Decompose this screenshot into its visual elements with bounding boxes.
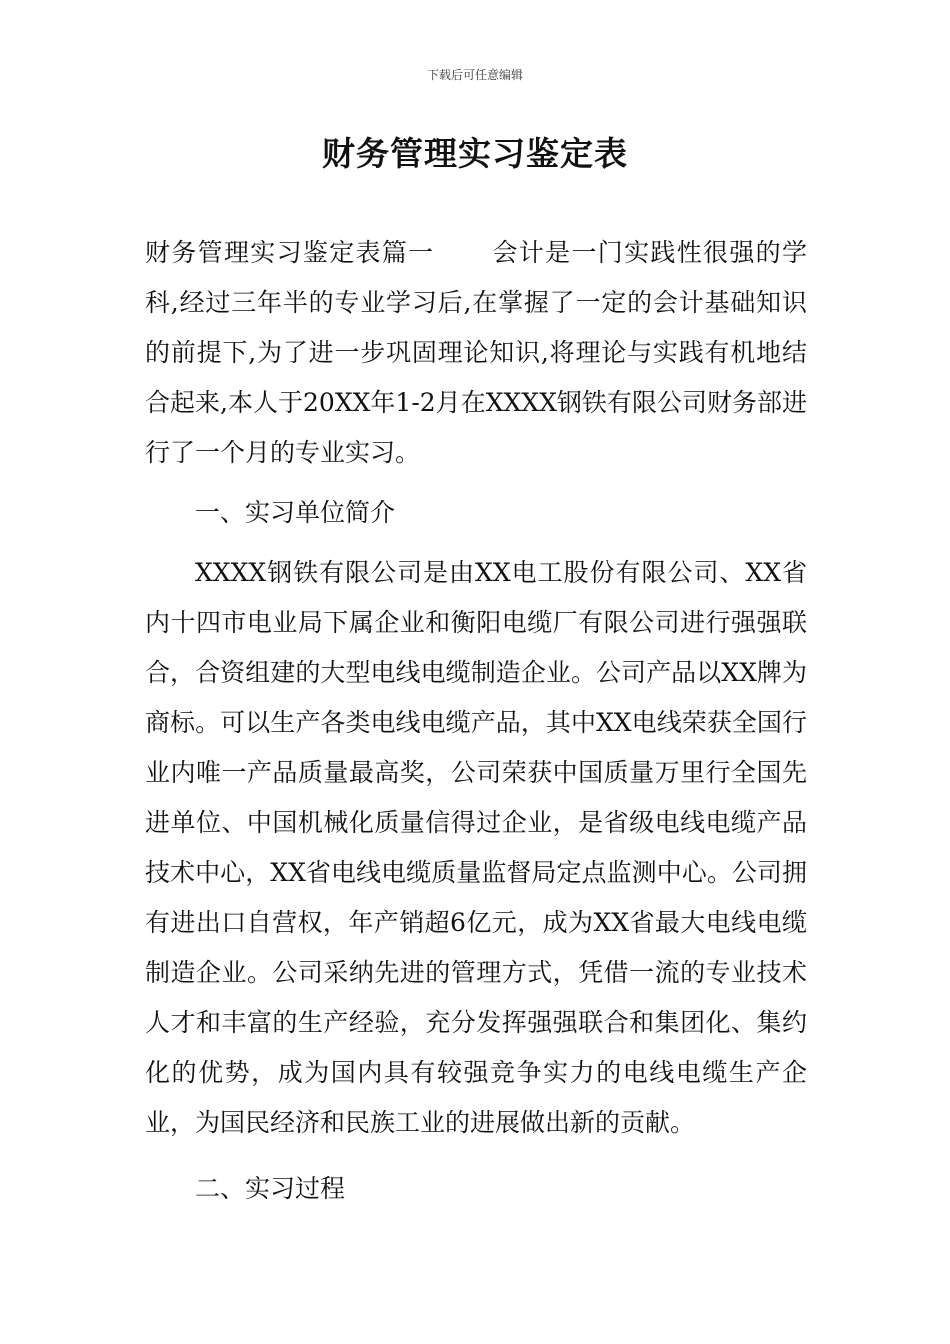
intro-paragraph: [145, 228, 807, 478]
section-2-heading: 二、实习过程: [195, 1174, 346, 1203]
document-title: 财务管理实习鉴定表: [322, 134, 628, 173]
header-note: 下载后可任意编辑: [426, 68, 523, 82]
section-1-body: XXXX钢铁有限公司是由XX电工股份有限公司、XX省内十四市电业局下属企业和衡阳电缆厂有限公司进行强强联合，合资组建的大型电线电缆制造企业。公司产品以XX牌为商标。可以生产各类电线电缆产品，其中XX电线荣获全国行业内唯一产品质量最高奖，公司荣获中国质量万里行全国先进单位、中国机械化质量信得过企业，是省级电线电缆产品技术中心，XX省电线电缆质量监督局定点监测中心。公司拥有进出口自营权，年产销超6亿元，成为XX省最大电线电缆制造企业。公司采纳先进的管理方式，凭借一流的专业技术人才和丰富的生产经验，充分发挥强强联合和集团化、集约化的优势，成为国内具有较强竞争实力的电线电缆生产企业，为国民经济和民族工业的进展做出新的贡献。: [145, 558, 807, 1137]
intro-text: 会计是一门实践性很强的学科,经过三年半的专业学习后,在掌握了一定的会计基础知识的前提下,为了进一步巩固理论知识,将理论与实践有机地结合起来,本人于20XX年1-2月在XXXX钢铁有限公司财务部进行了一个月的专业实习。: [145, 238, 807, 467]
section-1-heading: 一、实习单位简介: [195, 498, 396, 527]
document-body: [145, 228, 807, 1214]
intro-lead: 财务管理实习鉴定表篇一: [145, 238, 435, 267]
